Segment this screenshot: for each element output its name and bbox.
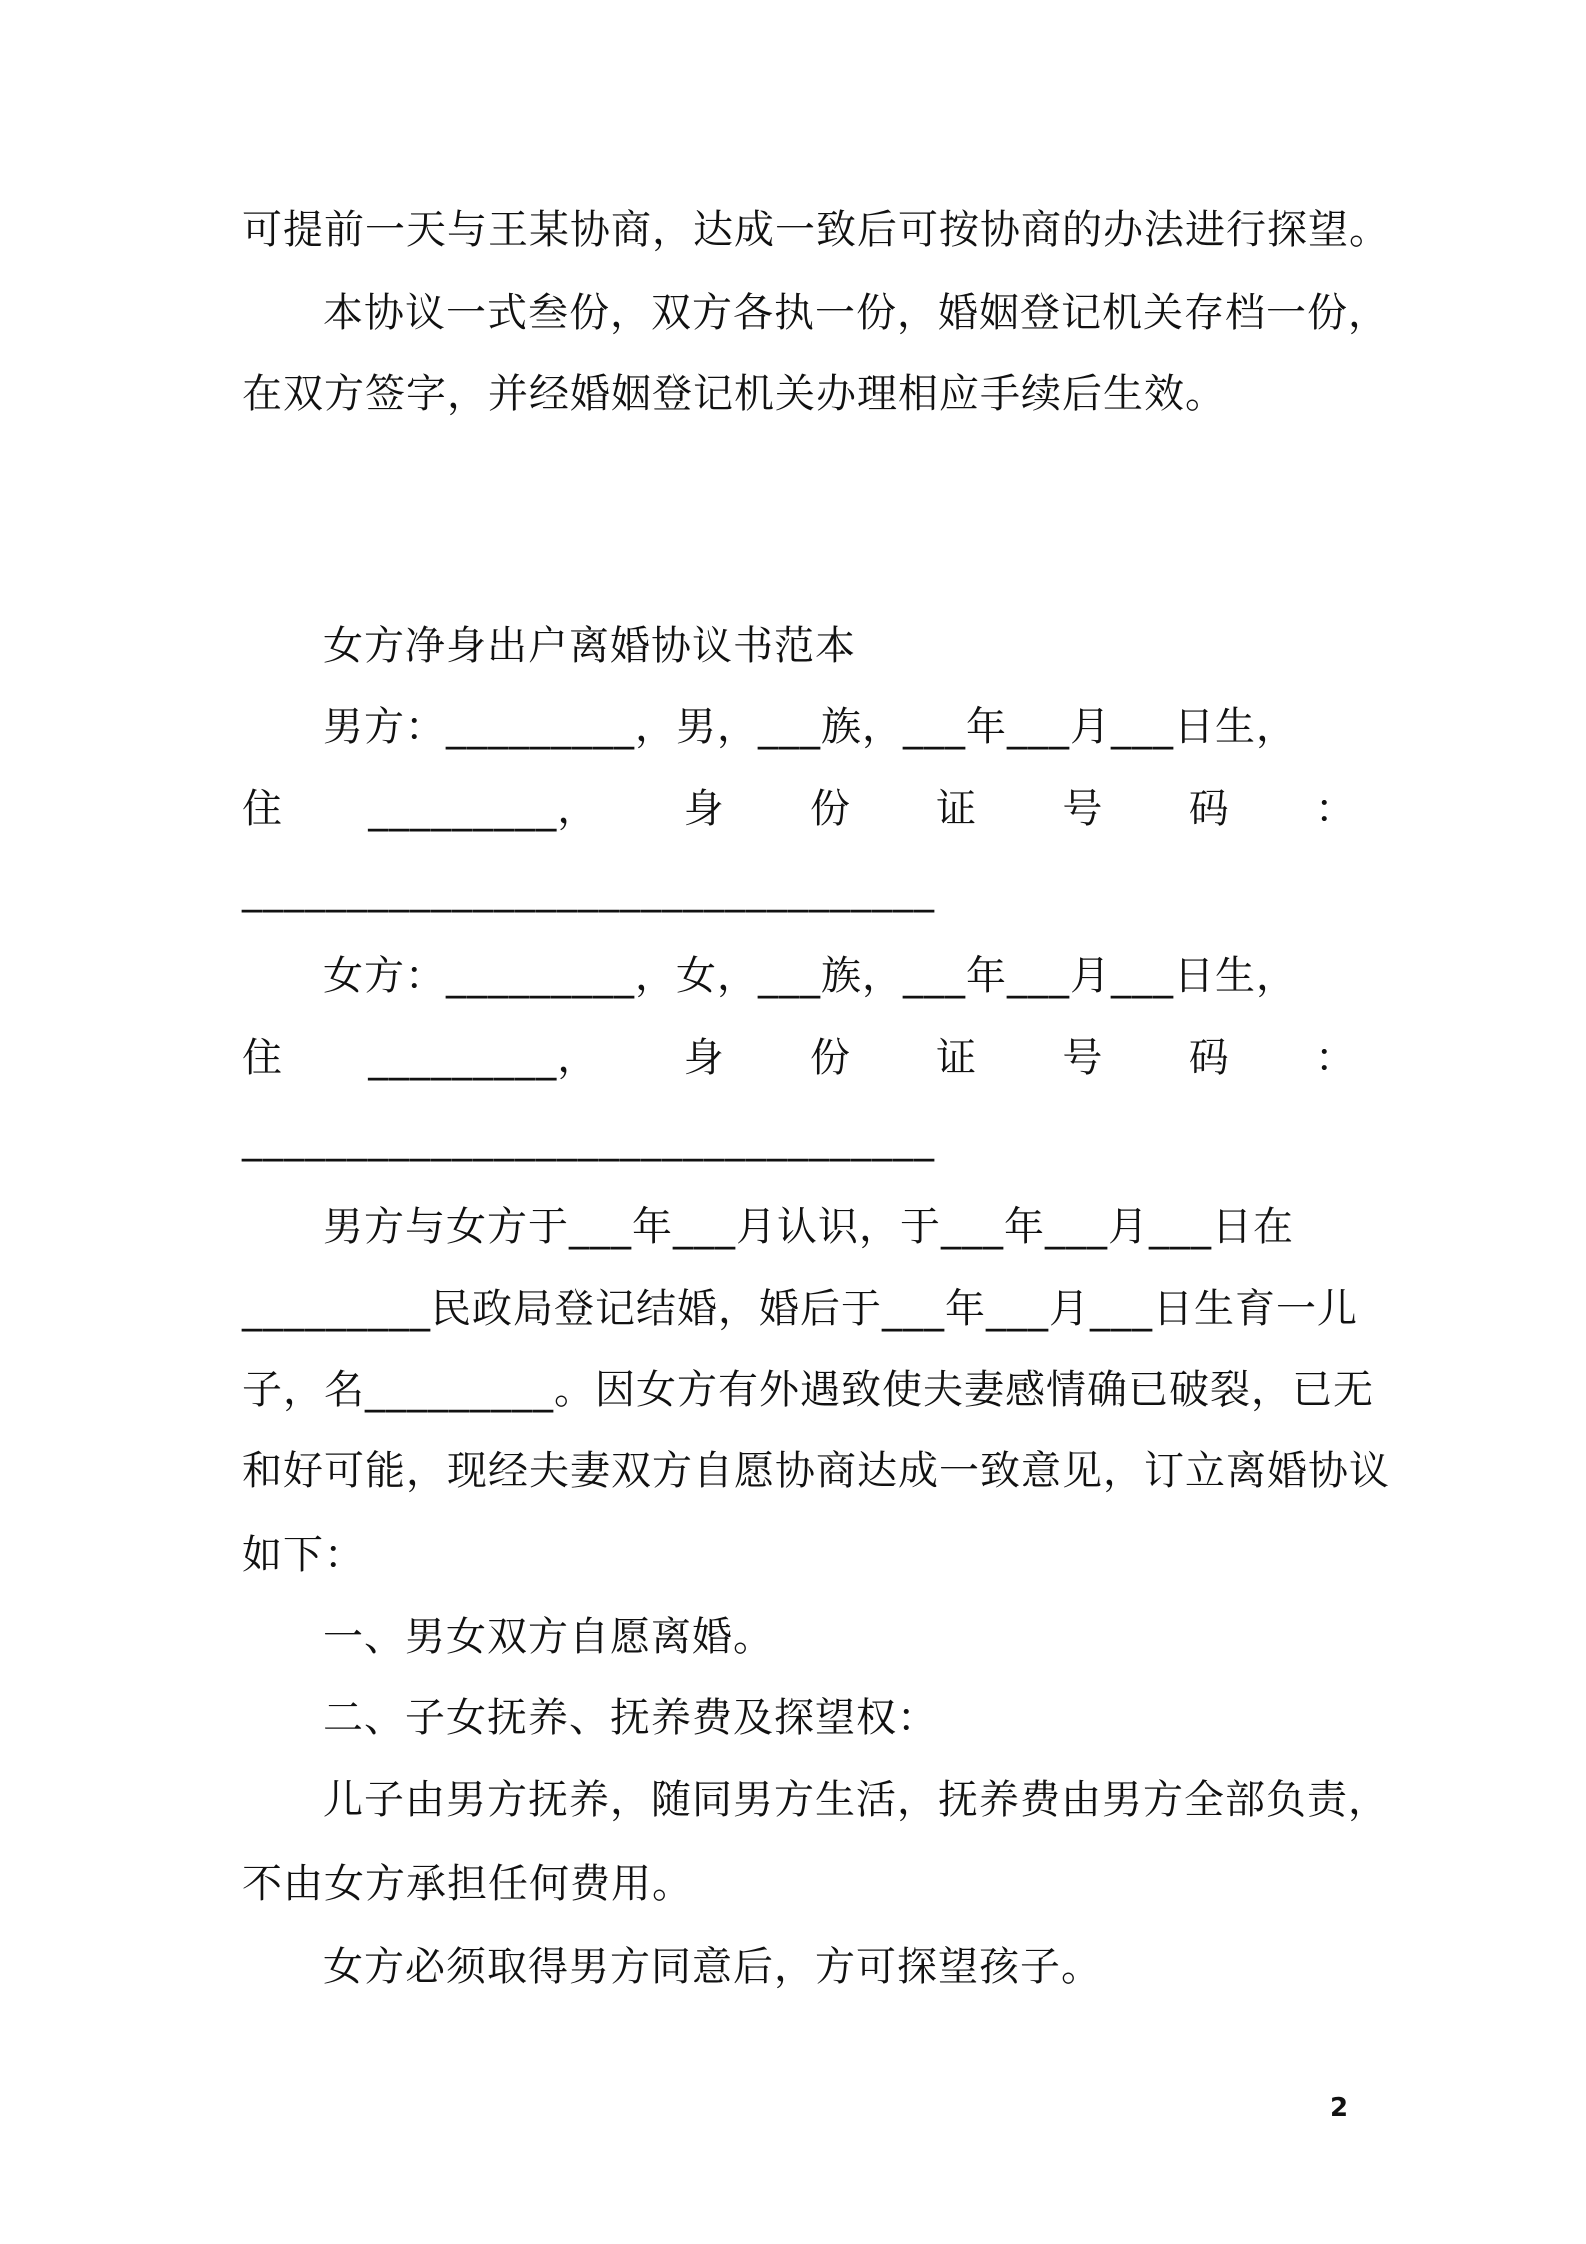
text-fragment: 号 [1062,786,1104,832]
text-fragment: 份 [809,786,851,832]
paragraph-line: _________民政局登记结婚，婚后于___年___月___日生育一儿 [242,1286,1358,1332]
text-fragment: 码 [1188,1035,1230,1081]
paragraph-line: 和好可能，现经夫妻双方自愿协商达成一致意见，订立离婚协议 [242,1448,1390,1494]
text-fragment: ： [1314,1035,1356,1081]
woman-id-blank: _________________________________ [242,1116,935,1162]
woman-info-line: 女方：_________，女，___族，___年___月___日生， [323,953,1297,999]
text-fragment: 住 [242,1035,283,1081]
woman-address-line [242,1030,1356,1086]
list-item: 一、男女双方自愿离婚。 [323,1614,774,1660]
paragraph-line: 可提前一天与王某协商，达成一致后可按协商的办法进行探望。 [242,207,1390,253]
text-fragment: 份 [809,1035,851,1081]
paragraph-line: 在双方签字，并经婚姻登记机关办理相应手续后生效。 [242,371,1226,417]
text-fragment: 号 [1062,1035,1104,1081]
list-item: 二、子女抚养、抚养费及探望权： [323,1695,938,1741]
text-fragment: 住 [242,786,283,832]
paragraph-line: 女方必须取得男方同意后，方可探望孩子。 [323,1944,1102,1990]
text-fragment: 证 [936,1035,978,1081]
text-fragment: _________， [368,1035,599,1081]
man-info-line: 男方：_________，男，___族，___年___月___日生， [323,704,1297,750]
paragraph-line: 儿子由男方抚养，随同男方生活，抚养费由男方全部负责， [323,1777,1389,1823]
page-number: 2 [1330,2093,1349,2123]
text-fragment: _________， [368,786,599,832]
paragraph-line: 不由女方承担任何费用。 [242,1861,693,1907]
paragraph-line: 本协议一式叁份，双方各执一份，婚姻登记机关存档一份， [323,290,1389,336]
man-address-line [242,781,1356,837]
section-title: 女方净身出户离婚协议书范本 [323,623,856,669]
text-fragment: 身 [683,1035,725,1081]
text-fragment: ： [1314,786,1356,832]
paragraph-line: 子，名_________。因女方有外遇致使夫妻感情确已破裂，已无 [242,1367,1374,1413]
text-fragment: 身 [683,786,725,832]
paragraph-line: 如下： [242,1532,365,1578]
text-fragment: 码 [1188,786,1230,832]
text-fragment: 证 [936,786,978,832]
man-id-blank: _________________________________ [242,867,935,913]
paragraph-line: 男方与女方于___年___月认识，于___年___月___日在 [323,1204,1294,1250]
